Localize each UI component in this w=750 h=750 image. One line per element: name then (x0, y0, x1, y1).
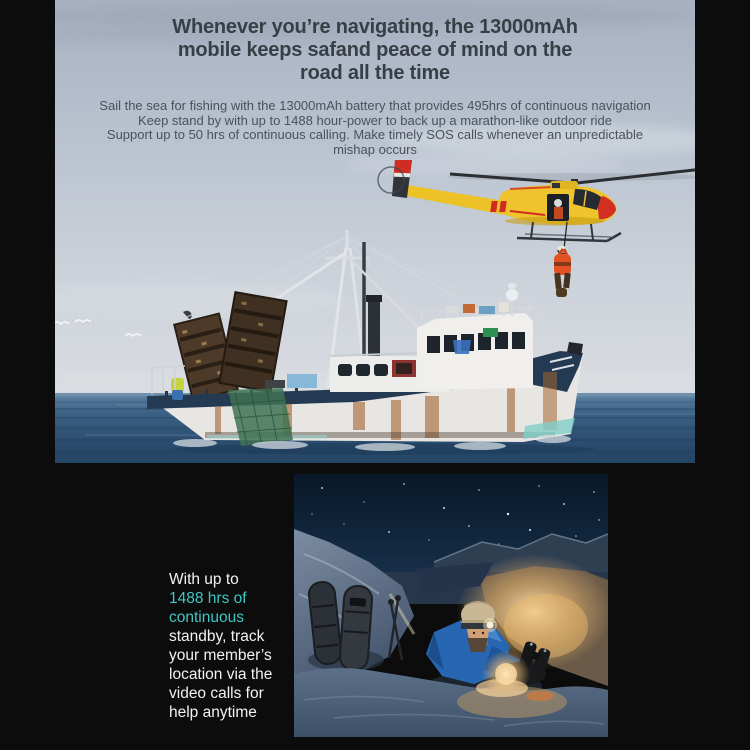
headline-line: Whenever you’re navigating, the 13000mAh (172, 16, 578, 38)
subheadline-line: mishap occurs (333, 141, 417, 157)
sea-rescue-photo (55, 0, 695, 463)
caption-line-highlight: continuous (169, 609, 244, 626)
snow-camp-photo (294, 474, 608, 737)
caption-line: video calls for (169, 685, 264, 702)
subheadline-line: Support up to 50 hrs of continuous calling. Make timely SOS calls whenever an unpredictable (106, 127, 644, 143)
caption-line: help anytime (169, 704, 257, 721)
headline-line: road all the time (300, 62, 450, 84)
caption-line: your member’s (169, 647, 272, 664)
caption-line-highlight: 1488 hrs of (169, 590, 247, 607)
headline (55, 16, 695, 85)
deck-box (287, 374, 317, 388)
caption-line: standby, track (169, 628, 265, 645)
caption-line: With up to (169, 571, 239, 588)
standby-caption (169, 570, 299, 722)
subheadline-line: Sail the sea for fishing with the 13000mAh battery that provides 495hrs of continuous navigation (99, 98, 651, 113)
buoy (171, 378, 184, 400)
caption-line: location via the (169, 666, 273, 683)
snow-camp-scene (294, 474, 608, 737)
headline-line: mobile keeps safand peace of mind on the (177, 39, 573, 61)
subheadline (55, 99, 695, 157)
subheadline-line: Keep stand by with up to 1488 hour-power to back up a marathon-like outdoor ride (137, 112, 613, 128)
